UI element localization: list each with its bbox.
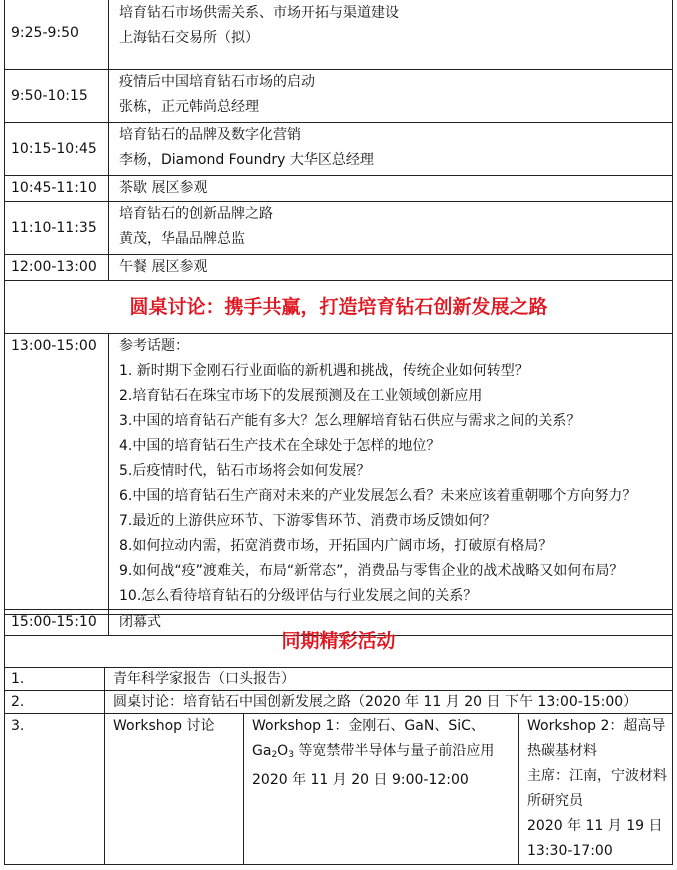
topic-item: 6.中国的培育钻石生产商对未来的产业发展怎么看？未来应该着重朝哪个方向努力？ [119,488,637,504]
activity-row [5,714,673,865]
activity-text: 青年科学家报告（口头报告） [105,668,673,691]
topic-item: 2.培育钻石在珠宝市场下的发展预测及在工业领域创新应用 [119,388,483,404]
topic-item: 1. 新时期下金刚石行业面临的新机遇和挑战，传统企业如何转型？ [119,363,529,379]
closing-time: 15:00-15:10 [5,610,109,636]
roundtable-heading-row [5,281,673,334]
activity-row [5,668,673,691]
agenda-session: 茶歇 展区参观 [109,176,673,202]
topic-item: 10.怎么看待培育钻石的分级评估与行业发展之间的关系？ [119,588,478,604]
agenda-row [5,176,673,202]
ga-symbol: Ga [252,743,272,759]
agenda-row [5,0,673,70]
agenda-session [109,123,673,176]
session-speaker: 李杨，Diamond Foundry 大华区总经理 [119,152,374,168]
agenda-row [5,202,673,255]
agenda-row [5,123,673,176]
agenda-session [109,0,673,70]
roundtable-time: 13:00-15:00 [5,334,109,610]
agenda-table [4,0,673,636]
agenda-session: 午餐 展区参观 [109,255,673,281]
topic-item: 9.如何战“疫”渡难关，布局“新常态”，消费品与零售企业的战术战略又如何布局？ [119,563,624,579]
topic-item: 8.如何拉动内需，拓宽消费市场，开拓国内广阔市场，打破原有格局？ [119,538,553,554]
activities-heading-row [5,615,673,668]
workshop-2-chair: 主席：江南，宁波材料 [527,768,667,784]
workshop-2-date: 2020 年 11 月 19 日 [527,818,663,834]
roundtable-topics [109,334,673,610]
o-symbol: O [277,743,289,759]
o-subscript: 3 [288,750,294,760]
workshop-2-title: Workshop 2：超高导 [527,718,666,734]
agenda-row [5,70,673,123]
closing-label: 闭幕式 [109,610,673,636]
workshop-label: Workshop 讨论 [105,714,244,865]
roundtable-row [5,334,673,610]
agenda-time: 9:50-10:15 [5,70,109,123]
topic-item: 3.中国的培育钻石产能有多大？怎么理解培育钻石供应与需求之间的关系？ [119,413,581,429]
agenda-row [5,255,673,281]
session-title: 培育钻石的品牌及数字化营销 [119,127,301,143]
topics-intro: 参考话题： [119,338,189,354]
agenda-time: 11:10-11:35 [5,202,109,255]
ga-subscript: 2 [271,750,278,760]
activity-number: 2. [5,691,105,714]
agenda-time: 10:45-11:10 [5,176,109,202]
session-title: 疫情后中国培育钻石市场的启动 [119,74,315,90]
session-speaker: 上海钻石交易所（拟） [119,30,259,46]
session-title: 培育钻石市场供需关系、市场开拓与渠道建设 [119,5,399,21]
activity-number: 1. [5,668,105,691]
workshop-1-topic [252,739,518,768]
roundtable-heading: 圆桌讨论：携手共赢，打造培育钻石创新发展之路 [5,281,673,334]
workshop-2-title-cont: 热碳基材料 [527,743,597,759]
activity-text: 圆桌讨论：培育钻石中国创新发展之路（2020 年 11 月 20 日 下午 13:00-15:00） [105,691,673,714]
workshop-1-title: Workshop 1：金刚石、GaN、SiC、 [252,718,485,734]
session-title: 培育钻石的创新品牌之路 [119,206,273,222]
workshop-1-date: 2020 年 11 月 20 日 9:00-12:00 [252,772,469,788]
workshop-2 [519,714,673,865]
workshop-2-chair-cont: 所研究员 [527,793,583,809]
session-speaker: 张栋，正元韩尚总经理 [119,99,259,115]
workshop-2-time: 13:30-17:00 [527,843,613,859]
agenda-time: 10:15-10:45 [5,123,109,176]
topic-item: 5.后疫情时代，钻石市场将会如何发展？ [119,463,371,479]
activities-table [4,614,673,865]
agenda-time: 9:25-9:50 [5,0,109,70]
activities-heading: 同期精彩活动 [5,615,673,668]
activity-number: 3. [5,714,105,865]
workshop-1-topic-rest: 等宽禁带半导体与量子前沿应用 [293,743,495,759]
activity-row [5,691,673,714]
agenda-time: 12:00-13:00 [5,255,109,281]
session-speaker: 黄茂，华晶品牌总监 [119,231,245,247]
topic-item: 4.中国的培育钻石生产技术在全球处于怎样的地位？ [119,438,441,454]
topic-item: 7.最近的上游供应环节、下游零售环节、消费市场反馈如何？ [119,513,497,529]
workshop-1 [244,714,519,865]
agenda-session [109,70,673,123]
agenda-session [109,202,673,255]
